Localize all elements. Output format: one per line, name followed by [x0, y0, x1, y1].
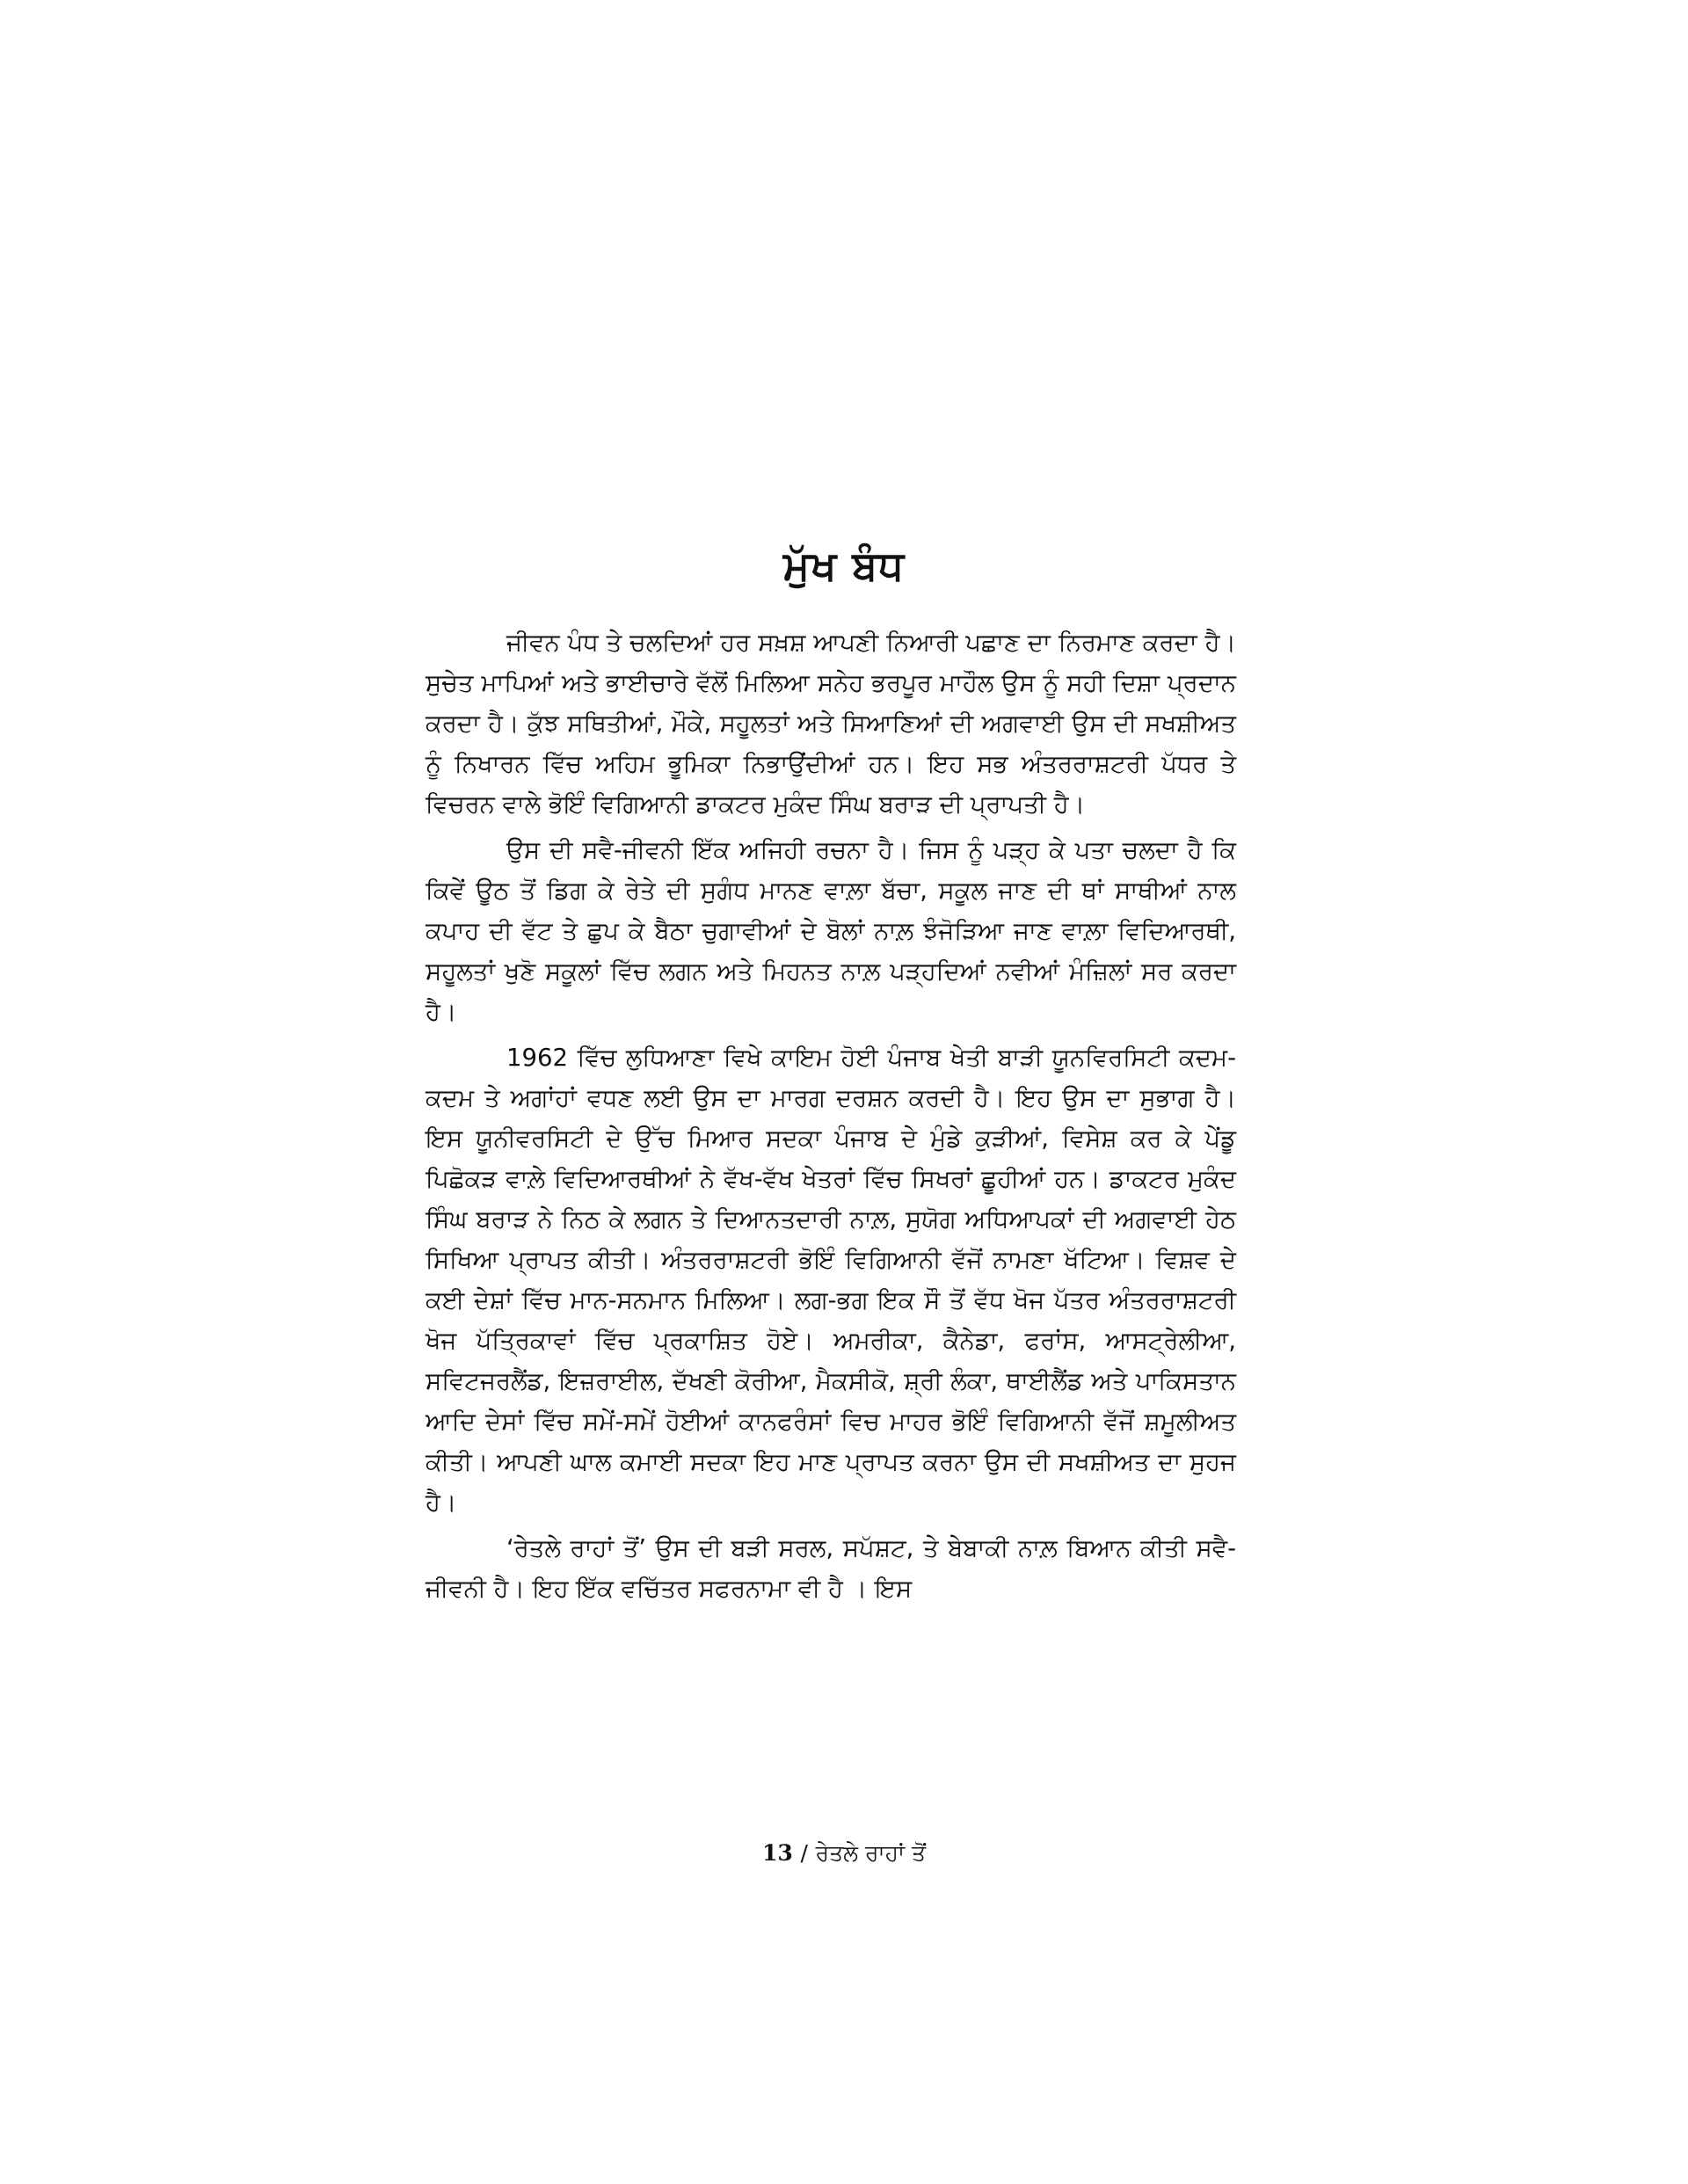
page-footer — [0, 1836, 1688, 1871]
page-title: ਮੁੱਖ ਬੰਧ — [782, 542, 906, 589]
running-book-title: ਰੇਤਲੇ ਰਾਹਾਂ ਤੋਂ — [815, 1840, 927, 1866]
page-number: 13 — [761, 1840, 793, 1866]
paragraph-4: ‘ਰੇਤਲੇ ਰਾਹਾਂ ਤੋਂ’ ਉਸ ਦੀ ਬੜੀ ਸਰਲ, ਸਪੱਸ਼ਟ, ਤੇ ਬੇਬਾਕੀ ਨਾਲ਼ ਬਿਆਨ ਕੀਤੀ ਸਵੈ-ਜੀਵਨੀ ਹੈ। ਇਹ ਇੱਕ ਵਚਿੱਤਰ ਸਫਰਨਾਮਾ ਵੀ ਹੈ । ਇਸ — [426, 1534, 1236, 1603]
paragraph-3: 1962 ਵਿੱਚ ਲੁਧਿਆਣਾ ਵਿਖੇ ਕਾਇਮ ਹੋਈ ਪੰਜਾਬ ਖੇਤੀ ਬਾੜੀ ਯੂਨਵਿਰਸਿਟੀ ਕਦਮ-ਕਦਮ ਤੇ ਅਗਾਂਹਾਂ ਵਧਣ ਲਈ ਉਸ ਦਾ ਮਾਰਗ ਦਰਸ਼ਨ ਕਰਦੀ ਹੈ। ਇਹ ਉਸ ਦਾ ਸੁਭਾਗ ਹੈ। ਇਸ ਯੂਨੀਵਰਸਿਟੀ ਦੇ ਉੱਚ ਮਿਆਰ ਸਦਕਾ ਪੰਜਾਬ ਦੇ ਮੁੰਡੇ ਕੁੜੀਆਂ, ਵਿਸੇਸ਼ ਕਰ ਕੇ ਪੇਂਡੂ ਪਿਛੋਕੜ ਵਾਲ਼ੇ ਵਿਦਿਆਰਥੀਆਂ ਨੇ ਵੱਖ-ਵੱਖ ਖੇਤਰਾਂ ਵਿੱਚ ਸਿਖਰਾਂ ਛੂਹੀਆਂ ਹਨ। ਡਾਕਟਰ ਮੁਕੰਦ ਸਿੰਘ ਬਰਾੜ ਨੇ ਨਿਠ ਕੇ ਲਗਨ ਤੇ ਦਿਆਨਤਦਾਰੀ ਨਾਲ਼, ਸੁਯੋਗ ਅਧਿਆਪਕਾਂ ਦੀ ਅਗਵਾਈ ਹੇਠ ਸਿਖਿਆ ਪ੍ਰਾਪਤ ਕੀਤੀ। ਅੰਤਰਰਾਸ਼ਟਰੀ ਭੋਇੰ ਵਿਗਿਆਨੀ ਵੱਜੋਂ ਨਾਮਣਾ ਖੱਟਿਆ। ਵਿਸ਼ਵ ਦੇ ਕਈ ਦੇਸ਼ਾਂ ਵਿੱਚ ਮਾਨ-ਸਨਮਾਨ ਮਿਲਿਆ। ਲਗ-ਭਗ ਇਕ ਸੌ ਤੋਂ ਵੱਧ ਖੋਜ ਪੱਤਰ ਅੰਤਰਰਾਸ਼ਟਰੀ ਖੋਜ ਪੱਤ੍ਰਿਕਾਵਾਂ ਵਿੱਚ ਪ੍ਰਕਾਸ਼ਿਤ ਹੋਏ। ਅਮਰੀਕਾ, ਕੈਨੇਡਾ, ਫਰਾਂਸ, ਆਸਟ੍ਰੇਲੀਆ, ਸਵਿਟਜਰਲੈਂਡ, ਇਜ਼ਰਾਈਲ, ਦੱਖਣੀ ਕੋਰੀਆ, ਮੈਕਸੀਕੋ, ਸ਼੍ਰੀ ਲੰਕਾ, ਥਾਈਲੈਂਡ ਅਤੇ ਪਾਕਿਸਤਾਨ ਆਦਿ ਦੇਸਾਂ ਵਿੱਚ ਸਮੇਂ-ਸਮੇਂ ਹੋਈਆਂ ਕਾਨਫਰੰਸਾਂ ਵਿਚ ਮਾਹਰ ਭੋਇੰ ਵਿਗਿਆਨੀ ਵੱਜੋਂ ਸ਼ਮੂਲੀਅਤ ਕੀਤੀ। ਆਪਣੀ ਘਾਲ ਕਮਾਈ ਸਦਕਾ ਇਹ ਮਾਣ ਪ੍ਰਾਪਤ ਕਰਨਾ ਉਸ ਦੀ ਸਖਸ਼ੀਅਤ ਦਾ ਸੁਹਜ ਹੈ। — [426, 1044, 1236, 1517]
paragraph-1: ਜੀਵਨ ਪੰਧ ਤੇ ਚਲਦਿਆਂ ਹਰ ਸਖ਼ਸ਼ ਆਪਣੀ ਨਿਆਰੀ ਪਛਾਣ ਦਾ ਨਿਰਮਾਣ ਕਰਦਾ ਹੈ। ਸੁਚੇਤ ਮਾਪਿਆਂ ਅਤੇ ਭਾਈਚਾਰੇ ਵੱਲੋਂ ਮਿਲਿਆ ਸਨੇਹ ਭਰਪੂਰ ਮਾਹੌਲ ਉਸ ਨੂੰ ਸਹੀ ਦਿਸ਼ਾ ਪ੍ਰਦਾਨ ਕਰਦਾ ਹੈ। ਕੁੱਝ ਸਥਿਤੀਆਂ, ਮੌਕੇ, ਸਹੂਲਤਾਂ ਅਤੇ ਸਿਆਣਿਆਂ ਦੀ ਅਗਵਾਈ ਉਸ ਦੀ ਸਖਸ਼ੀਅਤ ਨੂੰ ਨਿਖਾਰਨ ਵਿੱਚ ਅਹਿਮ ਭੂਮਿਕਾ ਨਿਭਾਉਂਦੀਆਂ ਹਨ। ਇਹ ਸਭ ਅੰਤਰਰਾਸ਼ਟਰੀ ਪੱਧਰ ਤੇ ਵਿਚਰਨ ਵਾਲੇ ਭੋਇੰ ਵਿਗਿਆਨੀ ਡਾਕਟਰ ਮੁਕੰਦ ਸਿੰਘ ਬਰਾੜ ਦੀ ਪ੍ਰਾਪਤੀ ਹੈ। — [426, 629, 1236, 819]
footer-separator: / — [800, 1840, 808, 1866]
paragraph-2: ਉਸ ਦੀ ਸਵੈ-ਜੀਵਨੀ ਇੱਕ ਅਜਿਹੀ ਰਚਨਾ ਹੈ। ਜਿਸ ਨੂੰ ਪੜ੍ਹ ਕੇ ਪਤਾ ਚਲਦਾ ਹੈ ਕਿ ਕਿਵੇਂ ਊਠ ਤੋਂ ਡਿਗ ਕੇ ਰੇਤੇ ਦੀ ਸੁਗੰਧ ਮਾਨਣ ਵਾਲ਼ਾ ਬੱਚਾ, ਸਕੂਲ ਜਾਣ ਦੀ ਥਾਂ ਸਾਥੀਆਂ ਨਾਲ ਕਪਾਹ ਦੀ ਵੱਟ ਤੇ ਛੁਪ ਕੇ ਬੈਠਾ ਚੁਗਾਵੀਆਂ ਦੇ ਬੋਲਾਂ ਨਾਲ਼ ਝੰਜੋੜਿਆ ਜਾਣ ਵਾਲ਼ਾ ਵਿਦਿਆਰਥੀ, ਸਹੂਲਤਾਂ ਖੁਣੋ ਸਕੂਲਾਂ ਵਿੱਚ ਲਗਨ ਅਤੇ ਮਿਹਨਤ ਨਾਲ਼ ਪੜ੍ਹਦਿਆਂ ਨਵੀਆਂ ਮੰਜ਼ਿਲਾਂ ਸਰ ਕਰਦਾ ਹੈ। — [426, 836, 1236, 1026]
body-text — [426, 622, 1236, 1614]
